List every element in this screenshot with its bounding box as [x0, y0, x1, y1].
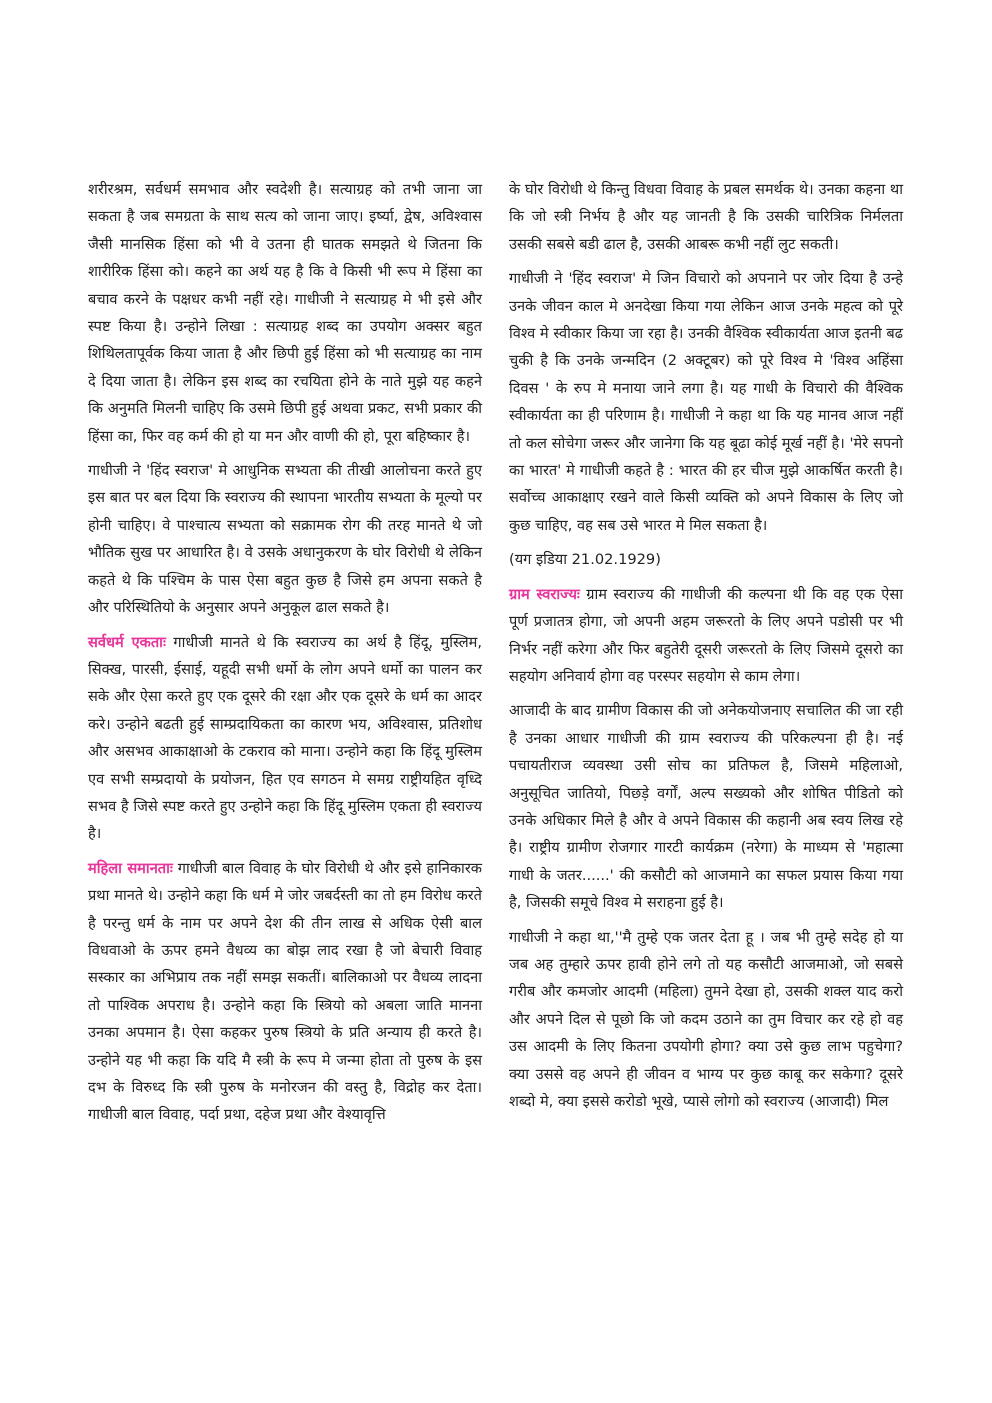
paragraph-hind-swaraj: गाधीजी ने 'हिंद स्वराज' मे आधुनिक सभ्यता की तीखी आलोचना करते हुए इस बात पर बल दिया कि स्वराज्य की स्थापना भारतीय सभ्यता के मूल्यो पर होनी चाहिए। वे पाश्चात्य सभ्यता को सक्रामक रोग की तरह मानते थे जो भौतिक सुख पर आधारित है। वे उसके अधानुकरण के घोर विरोधी थे लेकिन कहते थे कि पश्चिम के पास ऐसा बहुत कुछ है जिसे हम अपना सकते है और परिस्थितियो के अनुसार अपने अनुकूल ढाल सकते है। [88, 462, 482, 617]
paragraph-sarvadharma-ekta: सर्वधर्म एकताः गाधीजी मानते थे कि स्वराज्य का अर्थ है हिंदू, मुस्लिम, सिक्ख, पारसी, ईसाई, यहूदी सभी धर्मो के लोग अपने धर्मो का पालन कर सके और ऐसा करते हुए एक दूसरे की रक्षा और एक दूसरे के धर्म का आदर करे। उन्होने बढती हुई साम्प्रदायिकता का कारण भय, अविश्वास, प्रतिशोध और असभव आकाक्षाओ के टकराव को माना। उन्होने कहा कि हिंदू मुस्लिम एव सभी सम्प्रदायो के प्रयोजन, हित एव सगठन मे समग्र राष्ट्रीयहित वृध्दि सभव है जिसे स्पष्ट करते हुए उन्होने कहा कि हिंदू मुस्लिम एकता ही स्वराज्य है। [88, 633, 482, 843]
right-column [509, 176, 903, 1122]
section-heading: सर्वधर्म एकताः [88, 633, 166, 651]
paragraph-global-acceptance: गाधीजी ने 'हिंद स्वराज' मे जिन विचारो को अपनाने पर जोर दिया है उन्हे उनके जीवन काल मे अनदेखा किया गया लेकिन आज उनके महत्व को पूरे विश्व मे स्वीकार किया जा रहा है। उनकी वैश्विक स्वीकार्यता आज इतनी बढ चुकी है कि उनके जन्मदिन (2 अक्टूबर) को पूरे विश्व मे 'विश्व अहिंसा दिवस ' के रुप मे मनाया जाने लगा है। यह गाधी के विचारो की वैश्विक स्वीकार्यता का ही परिणाम है। गाधीजी ने कहा था कि यह मानव आज नहीं तो कल सोचेगा जरूर और जानेगा कि यह बूढा कोई मूर्ख नहीं है। 'मेरे सपनो का भारत' मे गाधीजी कहते है : भारत की हर चीज मुझे आकर्षित करती है। सर्वोच्च आकाक्षाए रखने वाले किसी व्यक्ति को अपने विकास के लिए जो कुछ चाहिए, वह सब उसे भारत मे मिल सकता है। [509, 270, 903, 534]
paragraph-talisman: गाधीजी ने कहा था,''मै तुम्हे एक जतर देता हू । जब भी तुम्हे सदेह हो या जब अह तुम्हारे ऊपर हावी होने लगे तो यह कसौटी आजमाओ, जो सबसे गरीब और कमजोर आदमी (महिला) तुमने देखा हो, उसकी शक्ल याद करो और अपने दिल से पूछो कि जो कदम उठाने का तुम विचार कर रहे हो वह उस आदमी के लिए कितना उपयोगी होगा? क्या उसे कुछ लाभ पहुचेगा? क्या उससे वह अपने ही जीवन व भाग्य पर कुछ काबू कर सकेगा? दूसरे शब्दो मे, क्या इससे करोडो भूखे, प्यासे लोगो को स्वराज्य (आजादी) मिल [509, 928, 903, 1110]
citation: (यग इडिया 21.02.1929) [509, 551, 661, 569]
paragraph-rural-development: आजादी के बाद ग्रामीण विकास की जो अनेकयोजनाए सचालित की जा रही है उनका आधार गाधीजी की ग्राम स्वराज्य की परिकल्पना ही है। नई पचायतीराज व्यवस्था उसी सोच का प्रतिफल है, जिसमे महिलाओ, अनुसूचित जातियो, पिछड़े वर्गों, अल्प सख्यको और शोषित पीडितो को उनके अधिकार मिले है और वे अपने विकास की कहानी अब स्वय लिख रहे है। राष्ट्रीय ग्रामीण रोजगार गारटी कार्यक्रम (नरेगा) के माध्यम से 'महात्मा गाधी के जतर......' की कसौटी को आजमाने का सफल प्रयास किया गया है, जिसकी समूचे विश्व मे सराहना हुई है। [509, 702, 903, 912]
section-heading: महिला समानताः [88, 859, 173, 877]
section-heading: ग्राम स्वराज्यः [509, 585, 580, 603]
paragraph-gram-swarajya: ग्राम स्वराज्यः ग्राम स्वराज्य की गाधीजी की कल्पना थी कि वह एक ऐसा पूर्ण प्रजातत्र होगा, जो अपनी अहम जरूरतो के लिए अपने पडोसी पर भी निर्भर नहीं करेगा और फिर बहुतेरी दूसरी जरूरतो के लिए जिसमे दूसरो का सहयोग अनिवार्य होगा वह परस्पर सहयोग से काम लेगा। [509, 585, 903, 685]
paragraph-mahila-samanta: महिला समानताः गाधीजी बाल विवाह के घोर विरोधी थे और इसे हानिकारक प्रथा मानते थे। उन्होने कहा कि धर्म मे जोर जबर्दस्ती का तो हम विरोध करते है परन्तु धर्म के नाम पर अपने देश की तीन लाख से अधिक ऐसी बाल विधवाओ के ऊपर हमने वैधव्य का बोझ लाद रखा है जो बेचारी विवाह सस्कार का अभिप्राय तक नहीं समझ सकतीं। बालिकाओ पर वैधव्य लादना तो पाश्विक अपराध है। उन्होने कहा कि स्त्रियो को अबला जाति मानना उनका अपमान है। ऐसा कहकर पुरुष स्त्रियो के प्रति अन्याय ही करते है। उन्होने यह भी कहा कि यदि मै स्त्री के रूप मे जन्मा होता तो पुरुष के इस दभ के विरुध्द कि स्त्री पुरुष के मनोरजन की वस्तु है, विद्रोह कर देता। गाधीजी बाल विवाह, पर्दा प्रथा, दहेज प्रथा और वेश्यावृत्ति [88, 859, 482, 1124]
left-column [88, 176, 482, 1136]
paragraph-satyagraha: शरीरश्रम, सर्वधर्म समभाव और स्वदेशी है। सत्याग्रह को तभी जाना जा सकता है जब समग्रता के साथ सत्य को जाना जाए। इर्ष्या, द्वेष, अविश्वास जैसी मानसिक हिंसा को भी वे उतना ही घातक समझते थे जितना कि शारीरिक हिंसा को। कहने का अर्थ यह है कि वे किसी भी रूप मे हिंसा का बचाव करने के पक्षधर कभी नहीं रहे। गाधीजी ने सत्याग्रह मे भी इसे और स्पष्ट किया है। उन्होने लिखा : सत्याग्रह शब्द का उपयोग अक्सर बहुत शिथिलतापूर्वक किया जाता है और छिपी हुई हिंसा को भी सत्याग्रह का नाम दे दिया जाता है। लेकिन इस शब्द का रचयिता होने के नाते मुझे यह कहने कि अनुमति मिलनी चाहिए कि उसमे छिपी हुई अथवा प्रकट, सभी प्रकार की हिंसा का, फिर वह कर्म की हो या मन और वाणी की हो, पूरा बहिष्कार है। [88, 181, 482, 445]
paragraph-widow-remarriage: के घोर विरोधी थे किन्तु विधवा विवाह के प्रबल समर्थक थे। उनका कहना था कि जो स्त्री निर्भय है और यह जानती है कि उसकी चारित्रिक निर्मलता उसकी सबसे बडी ढाल है, उसकी आबरू कभी नहीं लुट सकती। [509, 181, 903, 253]
